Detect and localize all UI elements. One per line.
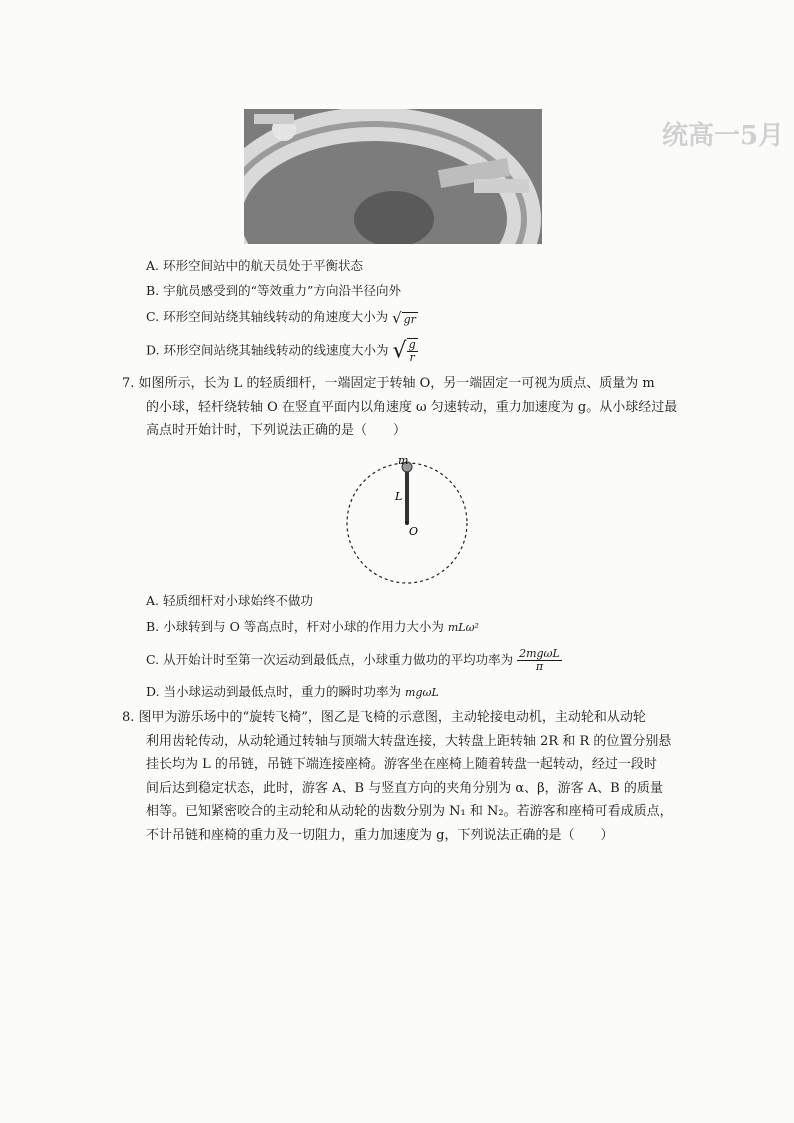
option-label: A. <box>146 258 160 273</box>
question-8-line-3: 挂长均为 L 的吊链，吊链下端连接座椅。游客坐在座椅上随着转盘一起转动，经过一段时 <box>146 757 657 772</box>
question-8 <box>122 706 682 847</box>
option-text: 轻质细杆对小球始终不做功 <box>163 593 314 608</box>
option-text: 宇航员感受到的“等效重力”方向沿半径向外 <box>163 283 401 298</box>
bleed-through-text: 统高一5月 <box>662 121 785 151</box>
question-7-line-1: 7. 如图所示，长为 L 的轻质细杆，一端固定于转轴 O，另一端固定一可视为质点、质量为 m <box>122 376 655 391</box>
option-label: C. <box>146 309 160 324</box>
question-8-line-5: 相等。已知紧密咬合的主动轮和从动轮的齿数分别为 N₁ 和 N₂。若游客和座椅可看成质点， <box>146 804 673 819</box>
q7-option-c[interactable] <box>146 648 562 673</box>
q6-option-d[interactable] <box>146 338 418 364</box>
question-8-line-6: 不计吊链和座椅的重力及一切阻力，重力加速度为 g，下列说法正确的是（ ） <box>146 827 614 843</box>
option-label: B. <box>146 283 160 298</box>
fraction-expression: $\frac{\text{2mgωL}}{\pi}$ <box>519 647 560 673</box>
option-label: B. <box>146 619 160 634</box>
length-label: L <box>395 490 403 503</box>
option-text: 环形空间站绕其轴线转动的线速度大小为 <box>163 342 389 358</box>
option-text: 环形空间站绕其轴线转动的角速度大小为 <box>163 309 389 324</box>
option-label: C. <box>146 652 160 667</box>
option-text: 环形空间站中的航天员处于平衡状态 <box>163 258 364 273</box>
math-expression: mLω² <box>447 621 479 634</box>
space-station-photo <box>244 109 542 244</box>
question-7-line-2: 的小球，轻杆绕转轴 O 在竖直平面内以角速度 ω 匀速转动，重力加速度为 g。从小球经过最 <box>146 399 678 415</box>
question-8-line-2: 利用齿轮传动，从动轮通过转轴与顶端大转盘连接，大转盘上距转轴 2R 和 R 的位置分别悬 <box>146 733 672 749</box>
q7-option-b[interactable] <box>146 617 479 635</box>
question-7 <box>122 372 682 443</box>
rotating-rod-diagram <box>340 455 480 590</box>
option-text: 从开始计时至第一次运动到最低点，小球重力做功的平均功率为 <box>163 652 514 667</box>
question-8-line-4: 间后达到稳定状态，此时，游客 A、B 与竖直方向的夹角分别为 α、β，游客 A、B 的质量 <box>146 780 663 796</box>
sqrt-fraction-expression: √ $\frac{g}{r}$ <box>392 338 416 364</box>
q6-option-b[interactable] <box>146 281 401 299</box>
q7-option-a[interactable] <box>146 591 313 609</box>
q6-option-c[interactable] <box>146 307 418 327</box>
q6-option-a[interactable] <box>146 256 363 274</box>
option-label: D. <box>146 342 160 358</box>
option-label: A. <box>146 593 160 608</box>
question-number: 8. <box>122 710 135 725</box>
sqrt-expression: √ gr <box>392 308 416 327</box>
option-text: 小球转到与 O 等高点时，杆对小球的作用力大小为 <box>163 619 444 634</box>
axis-label: O <box>409 525 419 538</box>
question-number: 7. <box>122 376 135 391</box>
q7-option-d[interactable] <box>146 682 439 700</box>
question-8-line-1: 8. 图甲为游乐场中的“旋转飞椅”，图乙是飞椅的示意图，主动轮接电动机，主动轮和从动轮 <box>122 710 646 725</box>
option-text: 当小球运动到最低点时，重力的瞬时功率为 <box>163 684 402 699</box>
option-label: D. <box>146 684 160 699</box>
math-expression: mgωL <box>405 686 439 699</box>
mass-label: m <box>398 455 409 467</box>
question-7-line-3: 高点时开始计时，下列说法正确的是（ ） <box>146 423 407 438</box>
